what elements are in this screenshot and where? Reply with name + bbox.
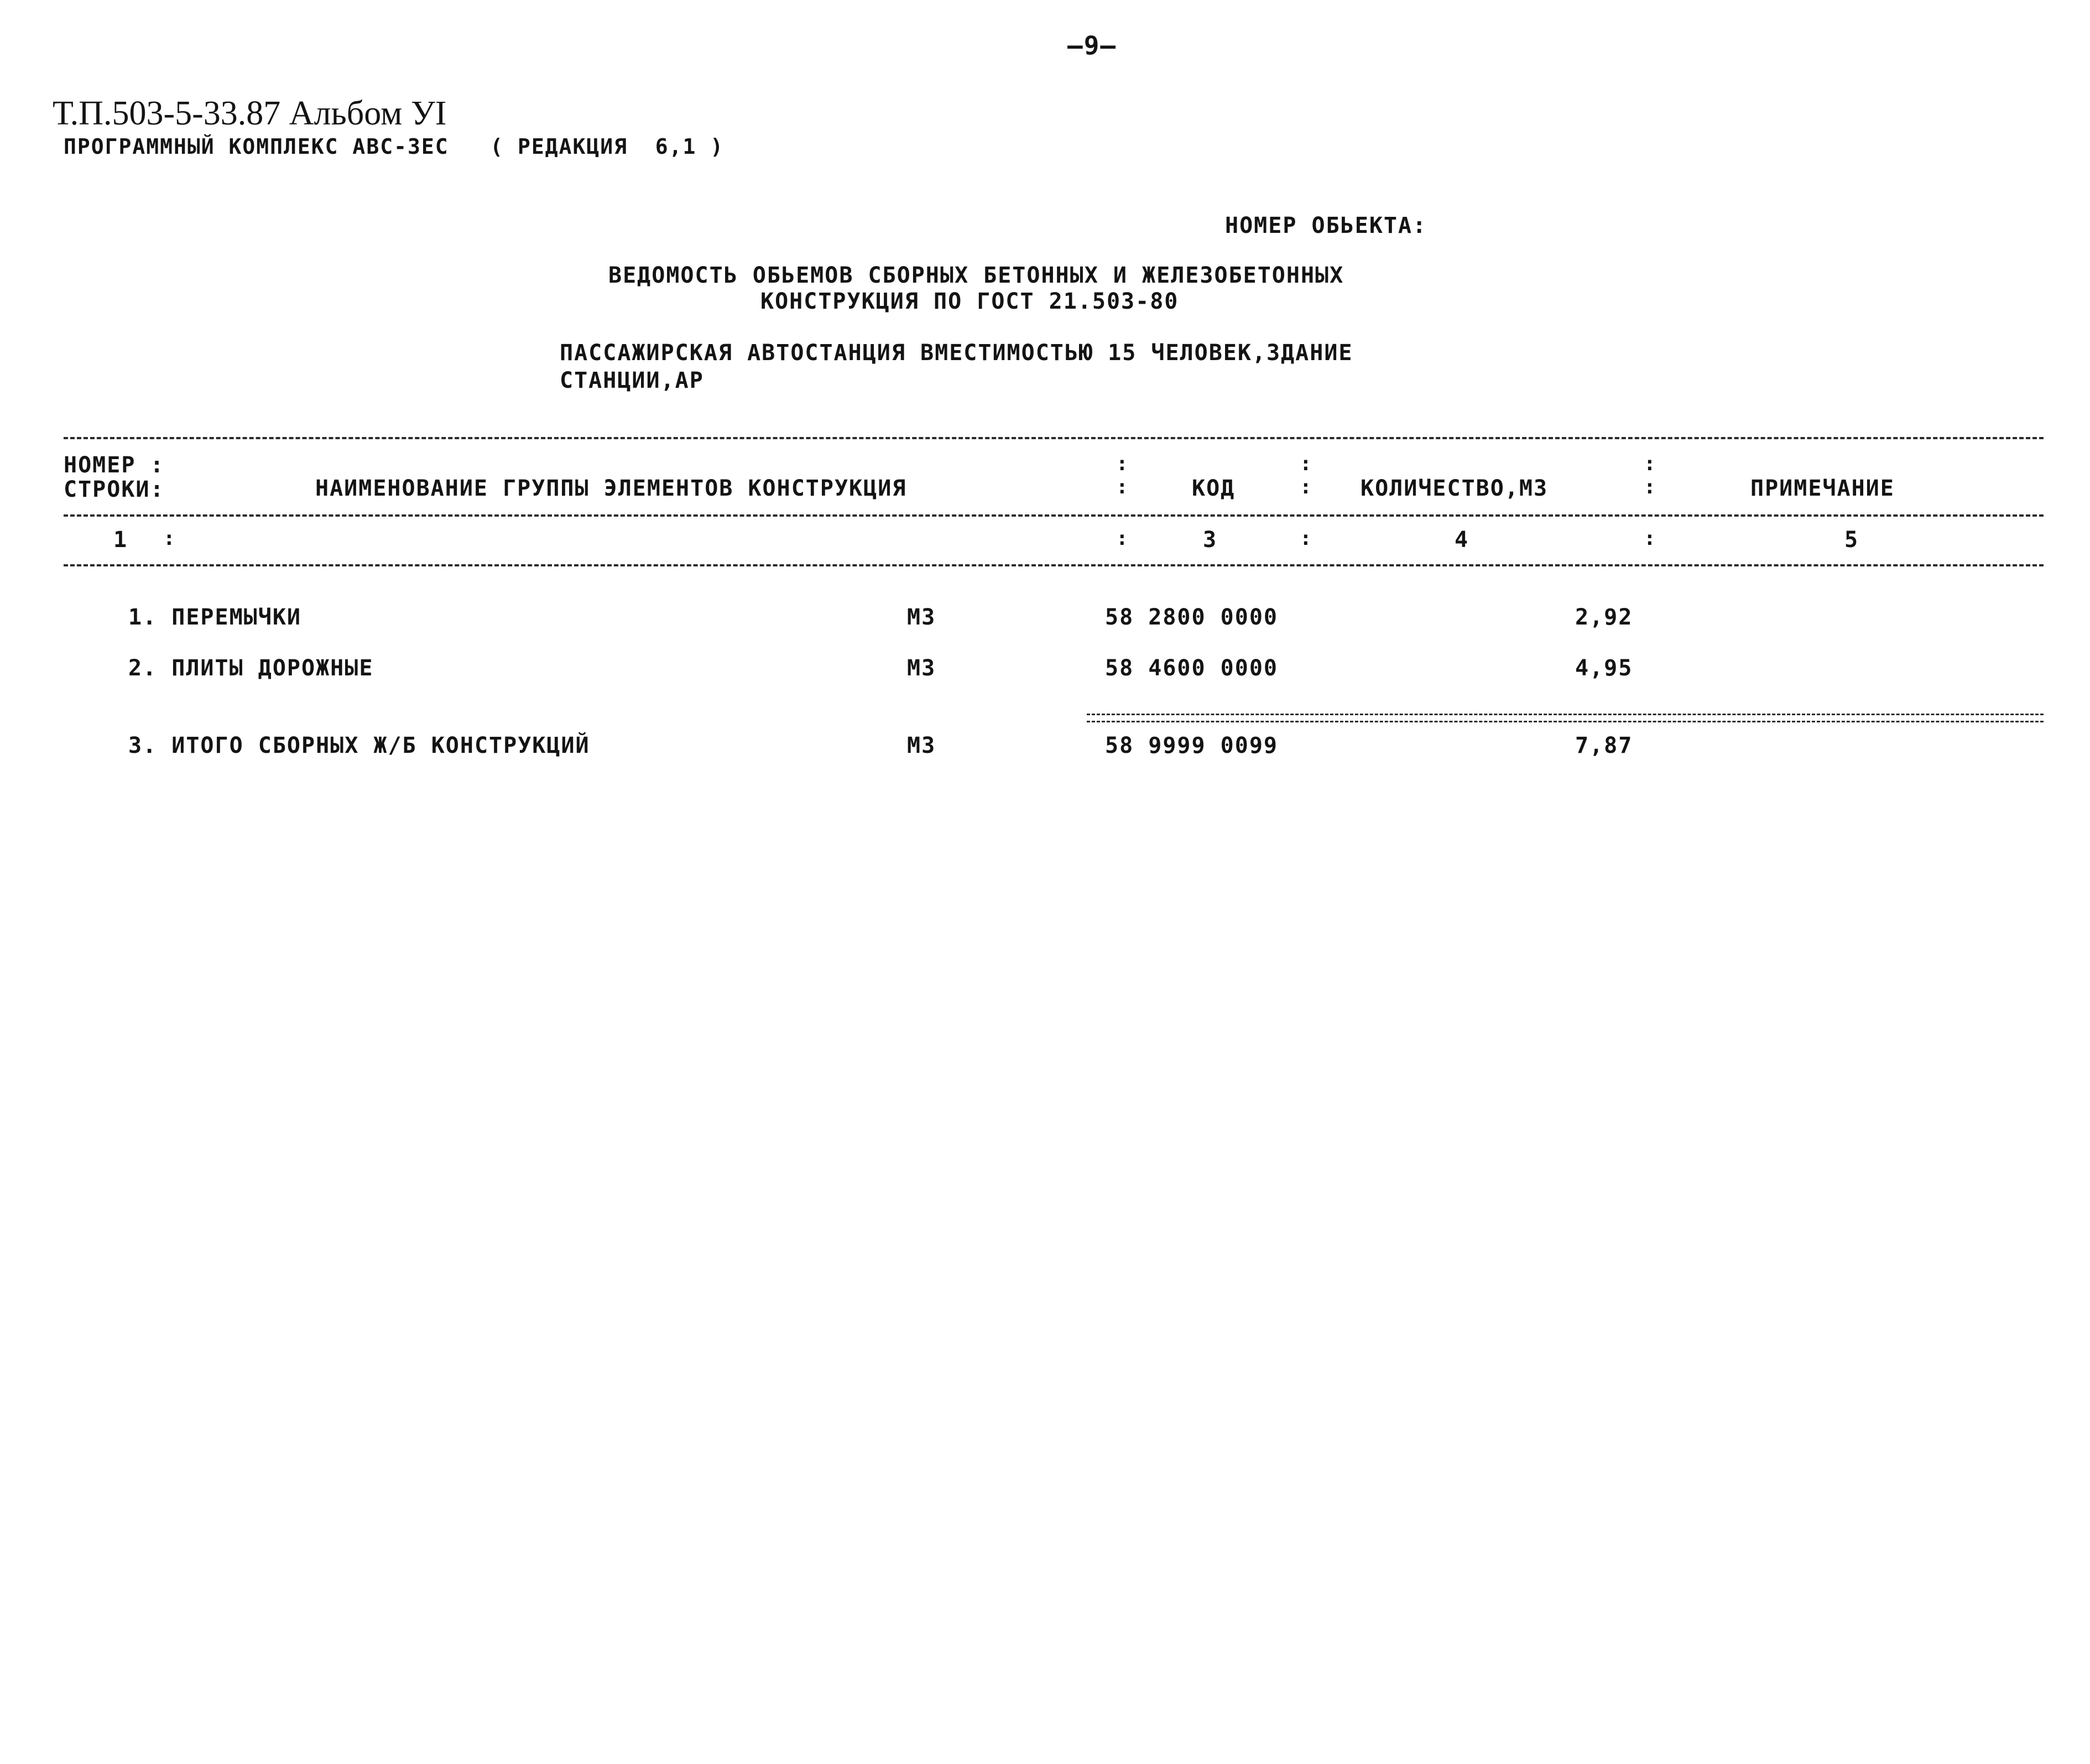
total-double-rule [1087, 714, 2044, 722]
total-unit: М3 [907, 733, 936, 758]
header-code: КОД [1192, 476, 1236, 501]
column-number-1: 1 [113, 527, 128, 553]
header-separator: : [1644, 452, 1657, 475]
column-number-3: 3 [1203, 527, 1218, 553]
total-name: 3. ИТОГО СБОРНЫХ Ж/Б КОНСТРУКЦИЙ [128, 733, 590, 758]
header-rule [64, 514, 2044, 517]
column-number-separator: : [163, 527, 176, 550]
row-quantity: 4,95 [1575, 655, 1633, 681]
row-code: 58 2800 0000 [1105, 605, 1278, 630]
object-number-label: НОМЕР ОБЬЕКТА: [1225, 213, 1427, 238]
column-number-separator: : [1300, 527, 1313, 550]
header-row-no-line1: НОМЕР : [64, 452, 165, 478]
total-code: 58 9999 0099 [1105, 733, 1278, 758]
title-line-1: ВЕДОМОСТЬ ОБЬЕМОВ СБОРНЫХ БЕТОННЫХ И ЖЕЛЕЗОБЕТОННЫХ [608, 263, 1344, 288]
title-line-2: КОНСТРУКЦИЯ ПО ГОСТ 21.503-80 [760, 289, 1179, 314]
column-number-separator: : [1644, 527, 1657, 550]
column-number-rule [64, 564, 2044, 566]
page-number: —9— [1067, 30, 1117, 60]
subject-line-1: ПАССАЖИРСКАЯ АВТОСТАНЦИЯ ВМЕСТИМОСТЬЮ 15 ЧЕЛОВЕК,ЗДАНИЕ [560, 340, 1353, 366]
total-quantity: 7,87 [1575, 733, 1633, 758]
table-top-rule [64, 437, 2044, 439]
row-code: 58 4600 0000 [1105, 655, 1278, 681]
header-row-no-line2: СТРОКИ: [64, 477, 165, 502]
header-separator: : [1644, 476, 1657, 498]
subject-line-2: СТАНЦИИ,АР [560, 368, 704, 393]
row-unit: М3 [907, 605, 936, 630]
row-unit: М3 [907, 655, 936, 681]
header-separator: : [1116, 452, 1129, 475]
header-separator: : [1300, 476, 1313, 498]
header-quantity: КОЛИЧЕСТВО,М3 [1361, 476, 1549, 501]
column-number-4: 4 [1455, 527, 1469, 553]
header-note: ПРИМЕЧАНИЕ [1750, 476, 1895, 501]
row-name: 1. ПЕРЕМЫЧКИ [128, 605, 301, 630]
row-quantity: 2,92 [1575, 605, 1633, 630]
header-separator: : [1116, 476, 1129, 498]
document-code: Т.П.503-5-33.87 Альбом УI [53, 95, 447, 132]
column-number-separator: : [1116, 527, 1129, 550]
column-number-5: 5 [1844, 527, 1859, 553]
program-line: ПРОГРАММНЫЙ КОМПЛЕКС АВС-3ЕС ( РЕДАКЦИЯ 6,1 ) [64, 134, 725, 159]
row-name: 2. ПЛИТЫ ДОРОЖНЫЕ [128, 655, 374, 681]
header-separator: : [1300, 452, 1313, 475]
header-name: НАИМЕНОВАНИЕ ГРУППЫ ЭЛЕМЕНТОВ КОНСТРУКЦИЯ [315, 476, 907, 501]
